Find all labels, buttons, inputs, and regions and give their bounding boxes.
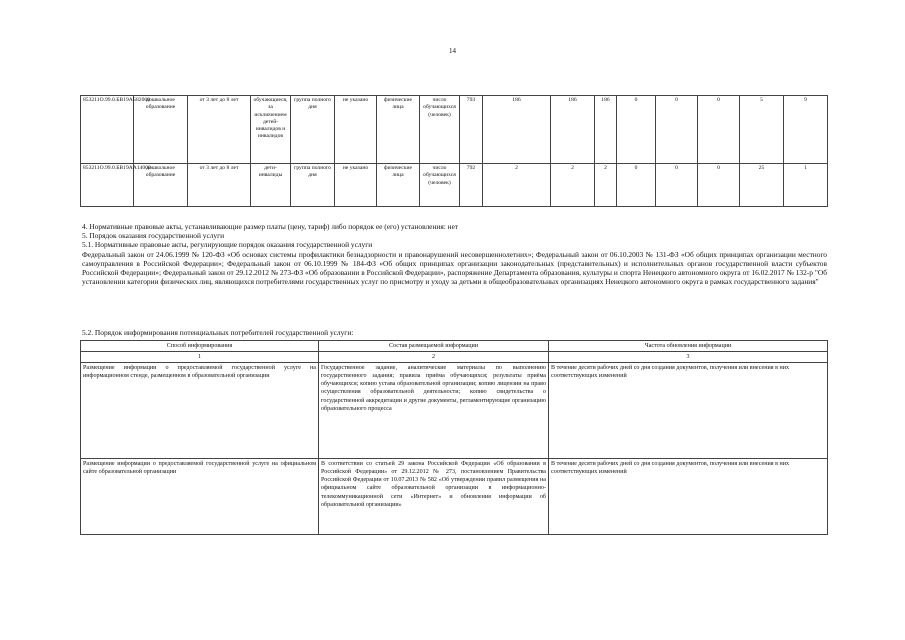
group-type: группа полного дня xyxy=(291,96,335,164)
indicator-unit: число обучающихся (человек) xyxy=(420,164,460,207)
table-row xyxy=(81,363,828,459)
okei-code: 792 xyxy=(460,164,483,207)
header-method: Способ информирования xyxy=(81,341,319,352)
specification: не указано xyxy=(335,164,377,207)
value-cell: 1 xyxy=(784,164,828,207)
consumers: физические лица xyxy=(377,96,420,164)
column-number: 2 xyxy=(319,352,549,363)
value-cell: 186 xyxy=(595,96,617,164)
value-cell: 9 xyxy=(784,96,828,164)
info-frequency: В течение десяти рабочих дней со дня создания документов, получения или внесения в них соответствующих изменений xyxy=(549,459,828,535)
consumers: физические лица xyxy=(377,164,420,207)
value-cell: 5 xyxy=(740,96,784,164)
section-5: 5. Порядок оказания государственной услуги xyxy=(82,231,225,241)
section-5-2: 5.2. Порядок информирования потенциальных потребителей государственной услуги: xyxy=(82,328,354,337)
age-range: от 3 лет до 8 лет xyxy=(188,164,251,207)
header-frequency: Частота обновления информации xyxy=(549,341,828,352)
section-5-1: 5.1. Нормативные правовые акты, регулирующие порядок оказания государственной услуги xyxy=(82,240,373,250)
value-cell: 2 xyxy=(595,164,617,207)
table-row xyxy=(81,164,828,207)
table-row xyxy=(81,96,828,164)
section-5-1-text: Федеральный закон от 24.06.1999 № 120-ФЗ «Об основах системы профилактики безнадзорности и правонарушений несовершеннолетних»; Федеральный закон от 06.10.2003 № 131-ФЗ «Об общих принципах организации местного самоуправления в Российской Федерации»; Федеральный закон от 06.10.1999 № 184-ФЗ «Об общих принципах организации законодательных (представительных) и исполнительных органов государственной власти субъектов Российской Федерации»; Федеральный закон от 29.12.2012 № 273-ФЗ «Об образовании в Российской Федерации», распоряжение Департамента образования, культуры и спорта Ненецкого автономного округа от 16.02.2017 № 132-р "Об установлении категории физических лиц, являющихся потребителями государственных услуг по присмотру и уходу за детьми в общеобразовательных организациях Ненецкого автономного округа в рамках государственного задания" xyxy=(82,249,827,287)
education-type: дошкольное образование xyxy=(134,96,188,164)
education-type: дошкольное образование xyxy=(134,164,188,207)
info-method: Размещение информации о предоставляемой государственной услуге на официальном сайте образовательной организации xyxy=(81,459,319,535)
information-table xyxy=(80,340,828,535)
table-header-row xyxy=(81,341,828,352)
column-number: 1 xyxy=(81,352,319,363)
value-cell: 186 xyxy=(551,96,595,164)
age-range: от 3 лет до 8 лет xyxy=(188,96,251,164)
value-cell: 0 xyxy=(617,164,656,207)
group-type: группа полного дня xyxy=(291,164,335,207)
value-cell: 0 xyxy=(617,96,656,164)
registry-code: 853211О.99.0.БВ19АА14000 xyxy=(81,164,134,207)
indicator-unit: число обучающихся (человек) xyxy=(420,96,460,164)
sections-text xyxy=(82,222,827,286)
info-content: Государственное задание, аналитические материалы по выполнению государственного задания; правила приёма обучающихся; результаты приёма обучающихся; копию устава образовательной организации; копию лицензии на право осуществления образовательной деятельности; копию свидетельства о государственной аккредитации и другие документы, регламентирующие организацию образовательного процесса xyxy=(319,363,549,459)
column-number: 3 xyxy=(549,352,828,363)
page-number: 14 xyxy=(449,47,456,55)
value-cell: 25 xyxy=(740,164,784,207)
value-cell: 0 xyxy=(698,164,740,207)
column-number-row xyxy=(81,352,828,363)
student-category: обучающиеся, за исключением детей-инвалидов и инвалидов xyxy=(251,96,291,164)
service-volume-table xyxy=(80,95,828,207)
value-cell: 0 xyxy=(656,164,698,207)
registry-code: 853211О.99.0.БВ19АБ82000 xyxy=(81,96,134,164)
info-method: Размещение информации о предоставляемой государственной услуге на информационном стенде, размещенном в образовательной организации xyxy=(81,363,319,459)
value-cell: 186 xyxy=(483,96,551,164)
value-cell: 0 xyxy=(698,96,740,164)
specification: не указано xyxy=(335,96,377,164)
student-category: дети-инвалиды xyxy=(251,164,291,207)
info-content: В соответствии со статьей 29 закона Российской Федерации «Об образовании в Российской Федерации» от 29.12.2012 № 273, постановлением Правительства Российской Федерации от 10.07.2013 № 582 «Об утверждении правил размещения на официальном сайте образовательной организации в информационно-телекоммуникационной сети «Интернет» и обновления информации об образовательной организации» xyxy=(319,459,549,535)
section-4: 4. Нормативные правовые акты, устанавливающие размер платы (цену, тариф) либо порядок ее (его) установления: нет xyxy=(82,222,459,231)
table-row xyxy=(81,459,828,535)
okei-code: 793 xyxy=(460,96,483,164)
value-cell: 2 xyxy=(551,164,595,207)
info-frequency: В течение десяти рабочих дней со дня создания документов, получения или внесения в них соответствующих изменений xyxy=(549,363,828,459)
value-cell: 0 xyxy=(656,96,698,164)
value-cell: 2 xyxy=(483,164,551,207)
header-content: Состав размещаемой информации xyxy=(319,341,549,352)
